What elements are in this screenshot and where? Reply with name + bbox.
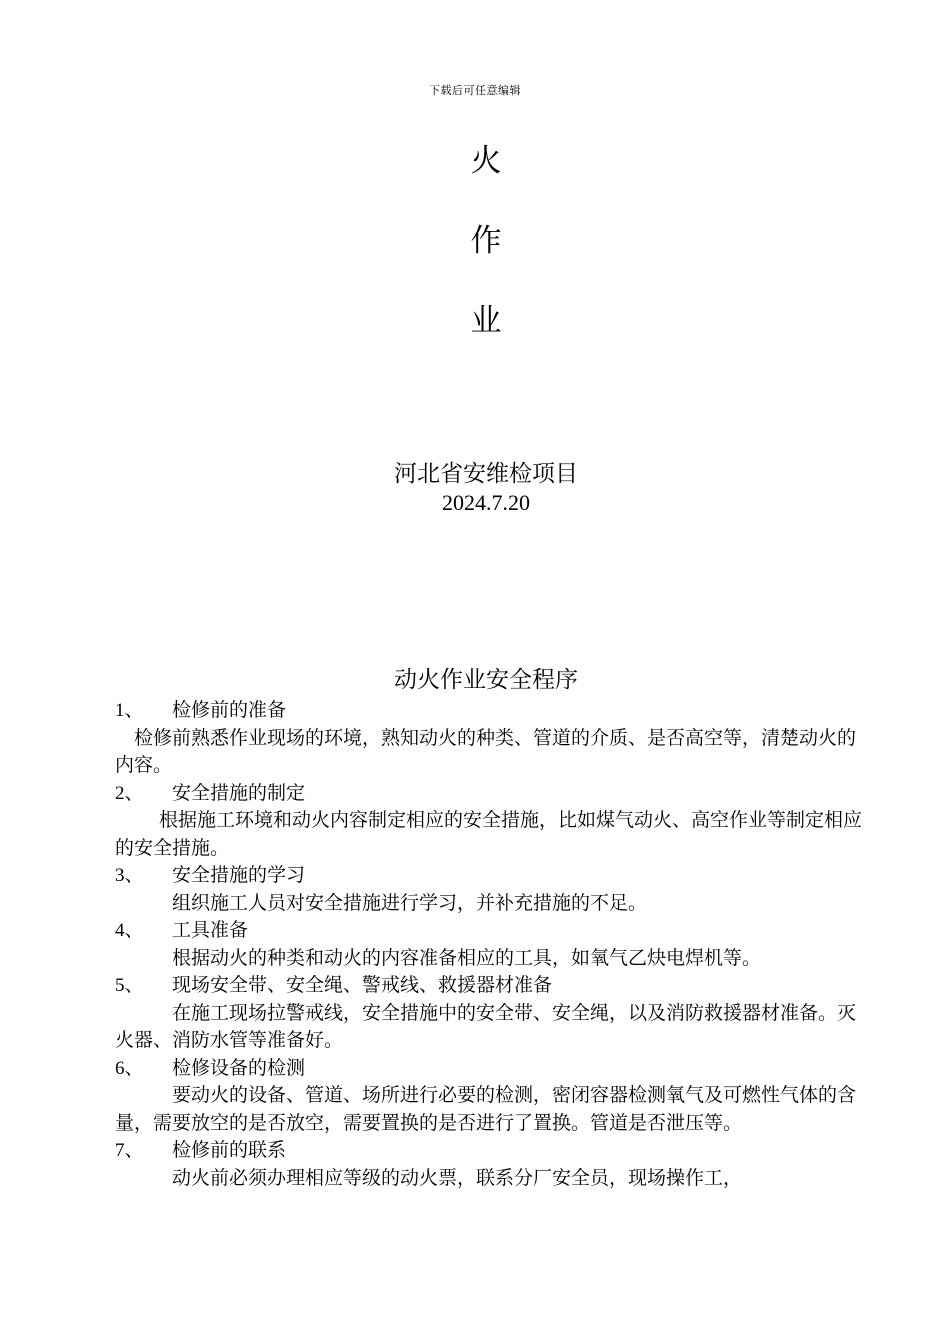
cover-char-3: 业 — [470, 303, 502, 339]
cover-char-2: 作 — [470, 223, 502, 259]
document-title: 动火作业安全程序 — [394, 667, 578, 693]
item-heading-text: 检修前的联系 — [172, 1139, 287, 1161]
cover-date: 2024.7.20 — [442, 490, 530, 515]
item-body-text: 动火前必须办理相应等级的动火票，联系分厂安全员，现场操作工， — [172, 1166, 743, 1189]
header-note: 下载后可任意编辑 — [429, 84, 521, 97]
item-body-text: 在施工现场拉警戒线，安全措施中的安全带、安全绳，以及消防救援器材准备。灭火器、消防水管等准备好。 — [115, 1001, 857, 1051]
item-number: 1、 — [115, 700, 144, 721]
list-item-heading — [115, 917, 865, 945]
item-number: 6、 — [115, 1057, 144, 1079]
list-item-heading — [115, 972, 865, 1000]
item-number: 7、 — [115, 1140, 144, 1161]
item-number: 5、 — [115, 975, 144, 996]
list-item-heading — [115, 697, 865, 725]
item-body-text: 根据施工环境和动火内容制定相应的安全措施，比如煤气动火、高空作业等制定相应的安全措施。 — [115, 809, 863, 859]
item-heading-text: 检修设备的检测 — [172, 1056, 306, 1079]
item-body-text: 检修前熟悉作业现场的环境，熟知动火的种类、管道的介质、是否高空等，清楚动火的内容。 — [115, 726, 857, 776]
item-body-text: 根据动火的种类和动火的内容准备相应的工具，如氧气乙炔电焊机等。 — [172, 946, 762, 969]
item-number: 2、 — [115, 782, 144, 804]
item-heading-text: 工具准备 — [172, 919, 249, 941]
list-item-heading — [115, 780, 865, 808]
list-item-heading — [115, 1055, 865, 1083]
cover-organization: 河北省安维检项目 — [394, 461, 578, 487]
procedure-list — [115, 697, 865, 1192]
item-heading-text: 安全措施的学习 — [172, 864, 306, 886]
list-item-heading — [115, 1137, 865, 1165]
item-heading-text: 检修前的准备 — [172, 699, 287, 721]
item-heading-text: 现场安全带、安全绳、警戒线、救援器材准备 — [172, 974, 553, 996]
item-body-text: 要动火的设备、管道、场所进行必要的检测，密闭容器检测氧气及可燃性气体的含量，需要放空的是否放空，需要置换的是否进行了置换。管道是否泄压等。 — [115, 1084, 857, 1134]
cover-char-1: 火 — [470, 143, 502, 179]
item-number: 4、 — [115, 920, 144, 941]
item-body-text: 组织施工人员对安全措施进行学习，并补充措施的不足。 — [172, 891, 648, 914]
list-item-heading — [115, 862, 865, 890]
item-number: 3、 — [115, 865, 144, 886]
item-heading-text: 安全措施的制定 — [172, 781, 306, 804]
